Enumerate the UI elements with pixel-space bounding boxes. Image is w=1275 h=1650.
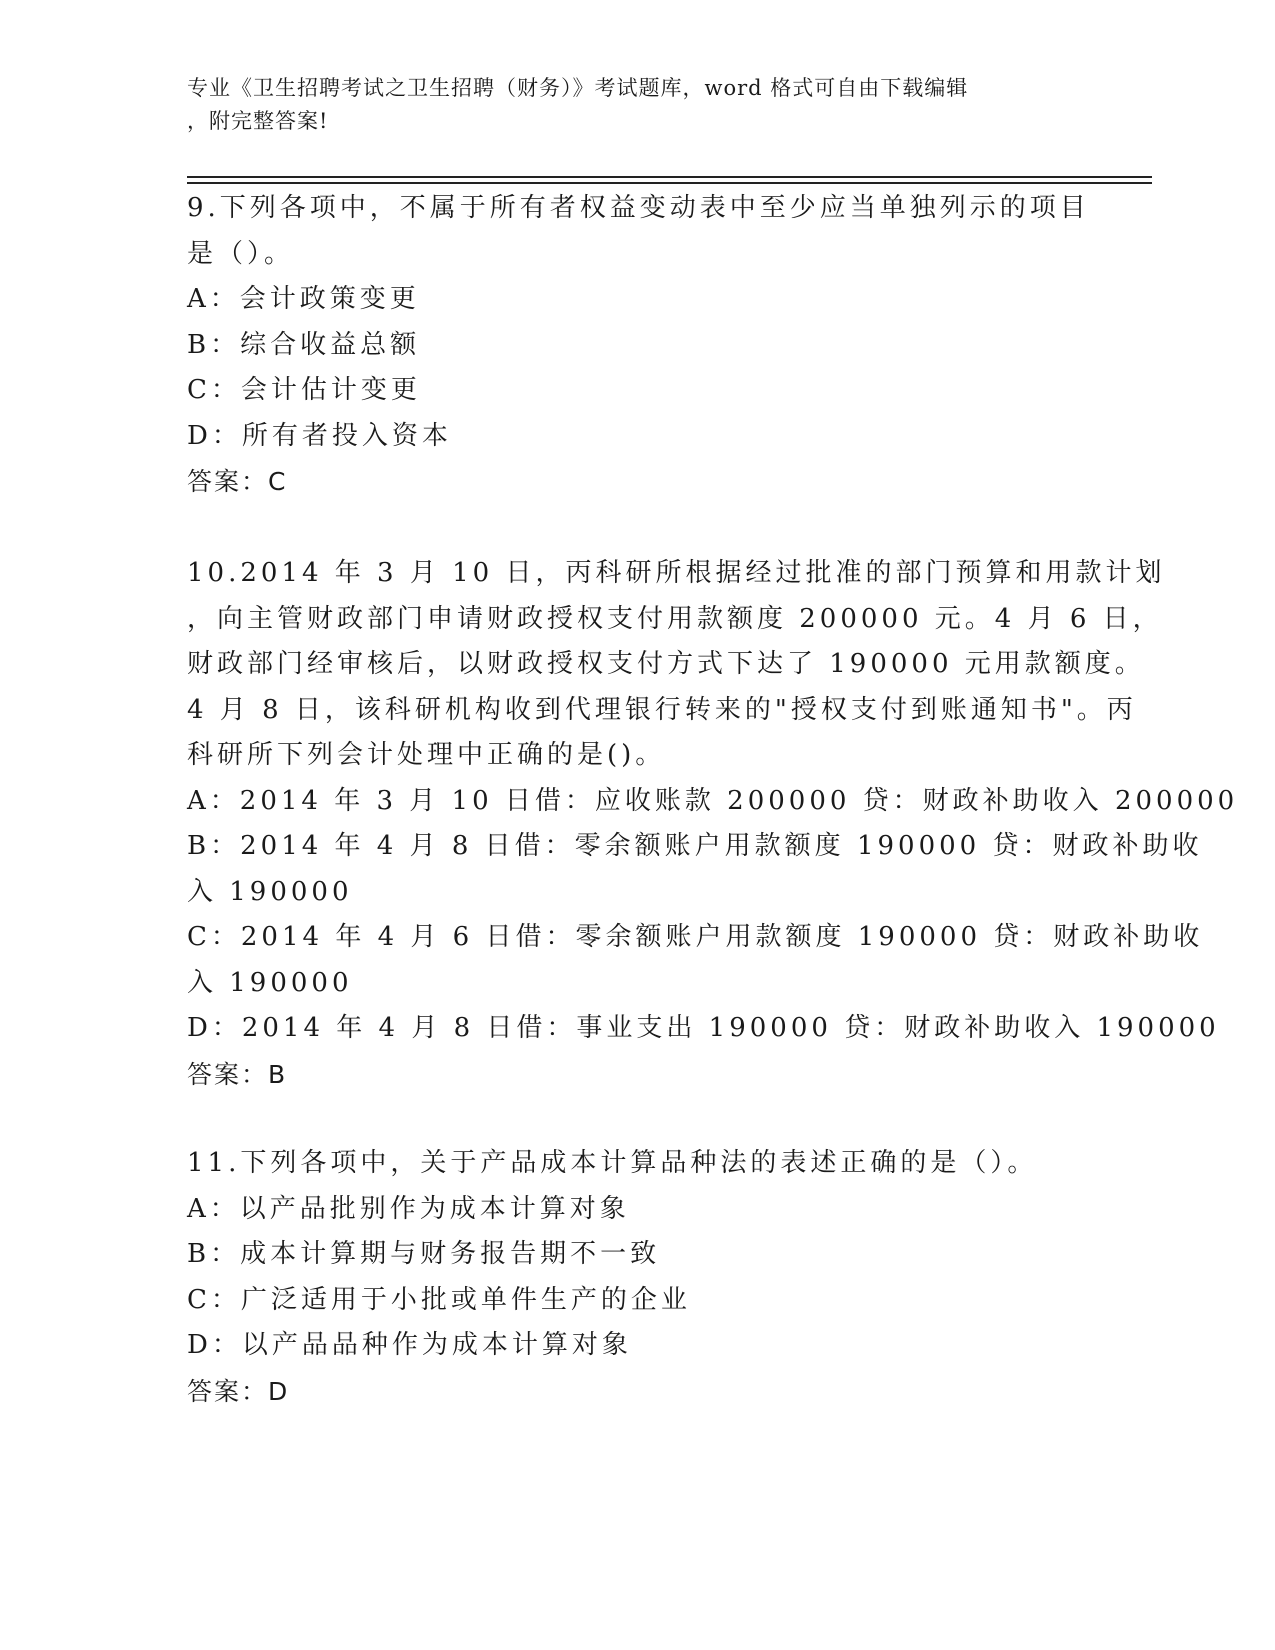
option-a	[187, 277, 1087, 323]
question-9	[187, 186, 1090, 505]
answer-label: 答案：C	[187, 467, 288, 496]
header-divider-top	[187, 176, 1152, 178]
option-line: D：所有者投入资本	[187, 420, 452, 451]
stem-line: ，向主管财政部门申请财政授权支付用款额度 200000 元。4 月 6 日，	[187, 603, 1163, 634]
option-line: C：2014 年 4 月 6 日借：零余额账户用款额度 190000 贷：财政补助收	[187, 922, 1204, 952]
question-stem	[187, 186, 1090, 277]
header-title-line-1: 专业《卫生招聘考试之卫生招聘（财务）》考试题库，word 格式可自由下载编辑	[187, 76, 969, 100]
option-line: 入 190000	[187, 967, 353, 998]
option-b	[187, 824, 1203, 915]
option-line: A：会计政策变更	[187, 284, 420, 314]
header-divider-bottom	[187, 182, 1152, 184]
option-line: B：成本计算期与财务报告期不一致	[187, 1239, 661, 1269]
stem-line: 9.下列各项中，不属于所有者权益变动表中至少应当单独列示的项目	[187, 193, 1090, 223]
option-d	[187, 1323, 1087, 1369]
option-c	[187, 368, 1087, 414]
question-stem	[187, 551, 1166, 779]
option-line: A：2014 年 3 月 10 日借：应收账款 200000 贷：财政补助收入 200000	[187, 785, 1239, 816]
stem-line: 11.下列各项中，关于产品成本计算品种法的表述正确的是（）。	[187, 1148, 1038, 1178]
option-line: B：综合收益总额	[187, 329, 421, 360]
option-line: D：2014 年 4 月 8 日借：事业支出 190000 贷：财政补助收入 190000	[187, 1013, 1220, 1043]
stem-line: 10.2014 年 3 月 10 日，丙科研所根据经过批准的部门预算和用款计划	[187, 558, 1166, 588]
question-11	[187, 1141, 1087, 1414]
option-c	[187, 1278, 1087, 1324]
answer-label: 答案：D	[187, 1376, 290, 1406]
option-b	[187, 323, 1087, 369]
header-title-line-2: ，附完整答案!	[187, 109, 329, 133]
option-c	[187, 915, 1204, 1006]
stem-line: 4 月 8 日，该科研机构收到代理银行转来的"授权支付到账通知书"。丙	[187, 694, 1137, 725]
question-10	[187, 551, 1239, 1097]
option-line: B：2014 年 4 月 8 日借：零余额账户用款额度 190000 贷：财政补助收	[187, 831, 1203, 861]
stem-line: 是（）。	[187, 238, 295, 269]
option-a	[187, 779, 1239, 825]
answer-label: 答案：B	[187, 1059, 288, 1089]
question-stem	[187, 1141, 1087, 1187]
option-b	[187, 1232, 1087, 1278]
option-d	[187, 414, 1087, 460]
option-line: D：以产品品种作为成本计算对象	[187, 1330, 632, 1360]
option-line: 入 190000	[187, 876, 353, 907]
option-line: A：以产品批别作为成本计算对象	[187, 1193, 630, 1224]
document-header	[187, 72, 1087, 138]
option-a	[187, 1187, 1087, 1233]
option-line: C：广泛适用于小批或单件生产的企业	[187, 1284, 691, 1315]
option-d	[187, 1006, 1220, 1052]
stem-line: 财政部门经审核后，以财政授权支付方式下达了 190000 元用款额度。	[187, 649, 1145, 679]
stem-line: 科研所下列会计处理中正确的是()。	[187, 740, 666, 770]
option-line: C：会计估计变更	[187, 375, 421, 405]
